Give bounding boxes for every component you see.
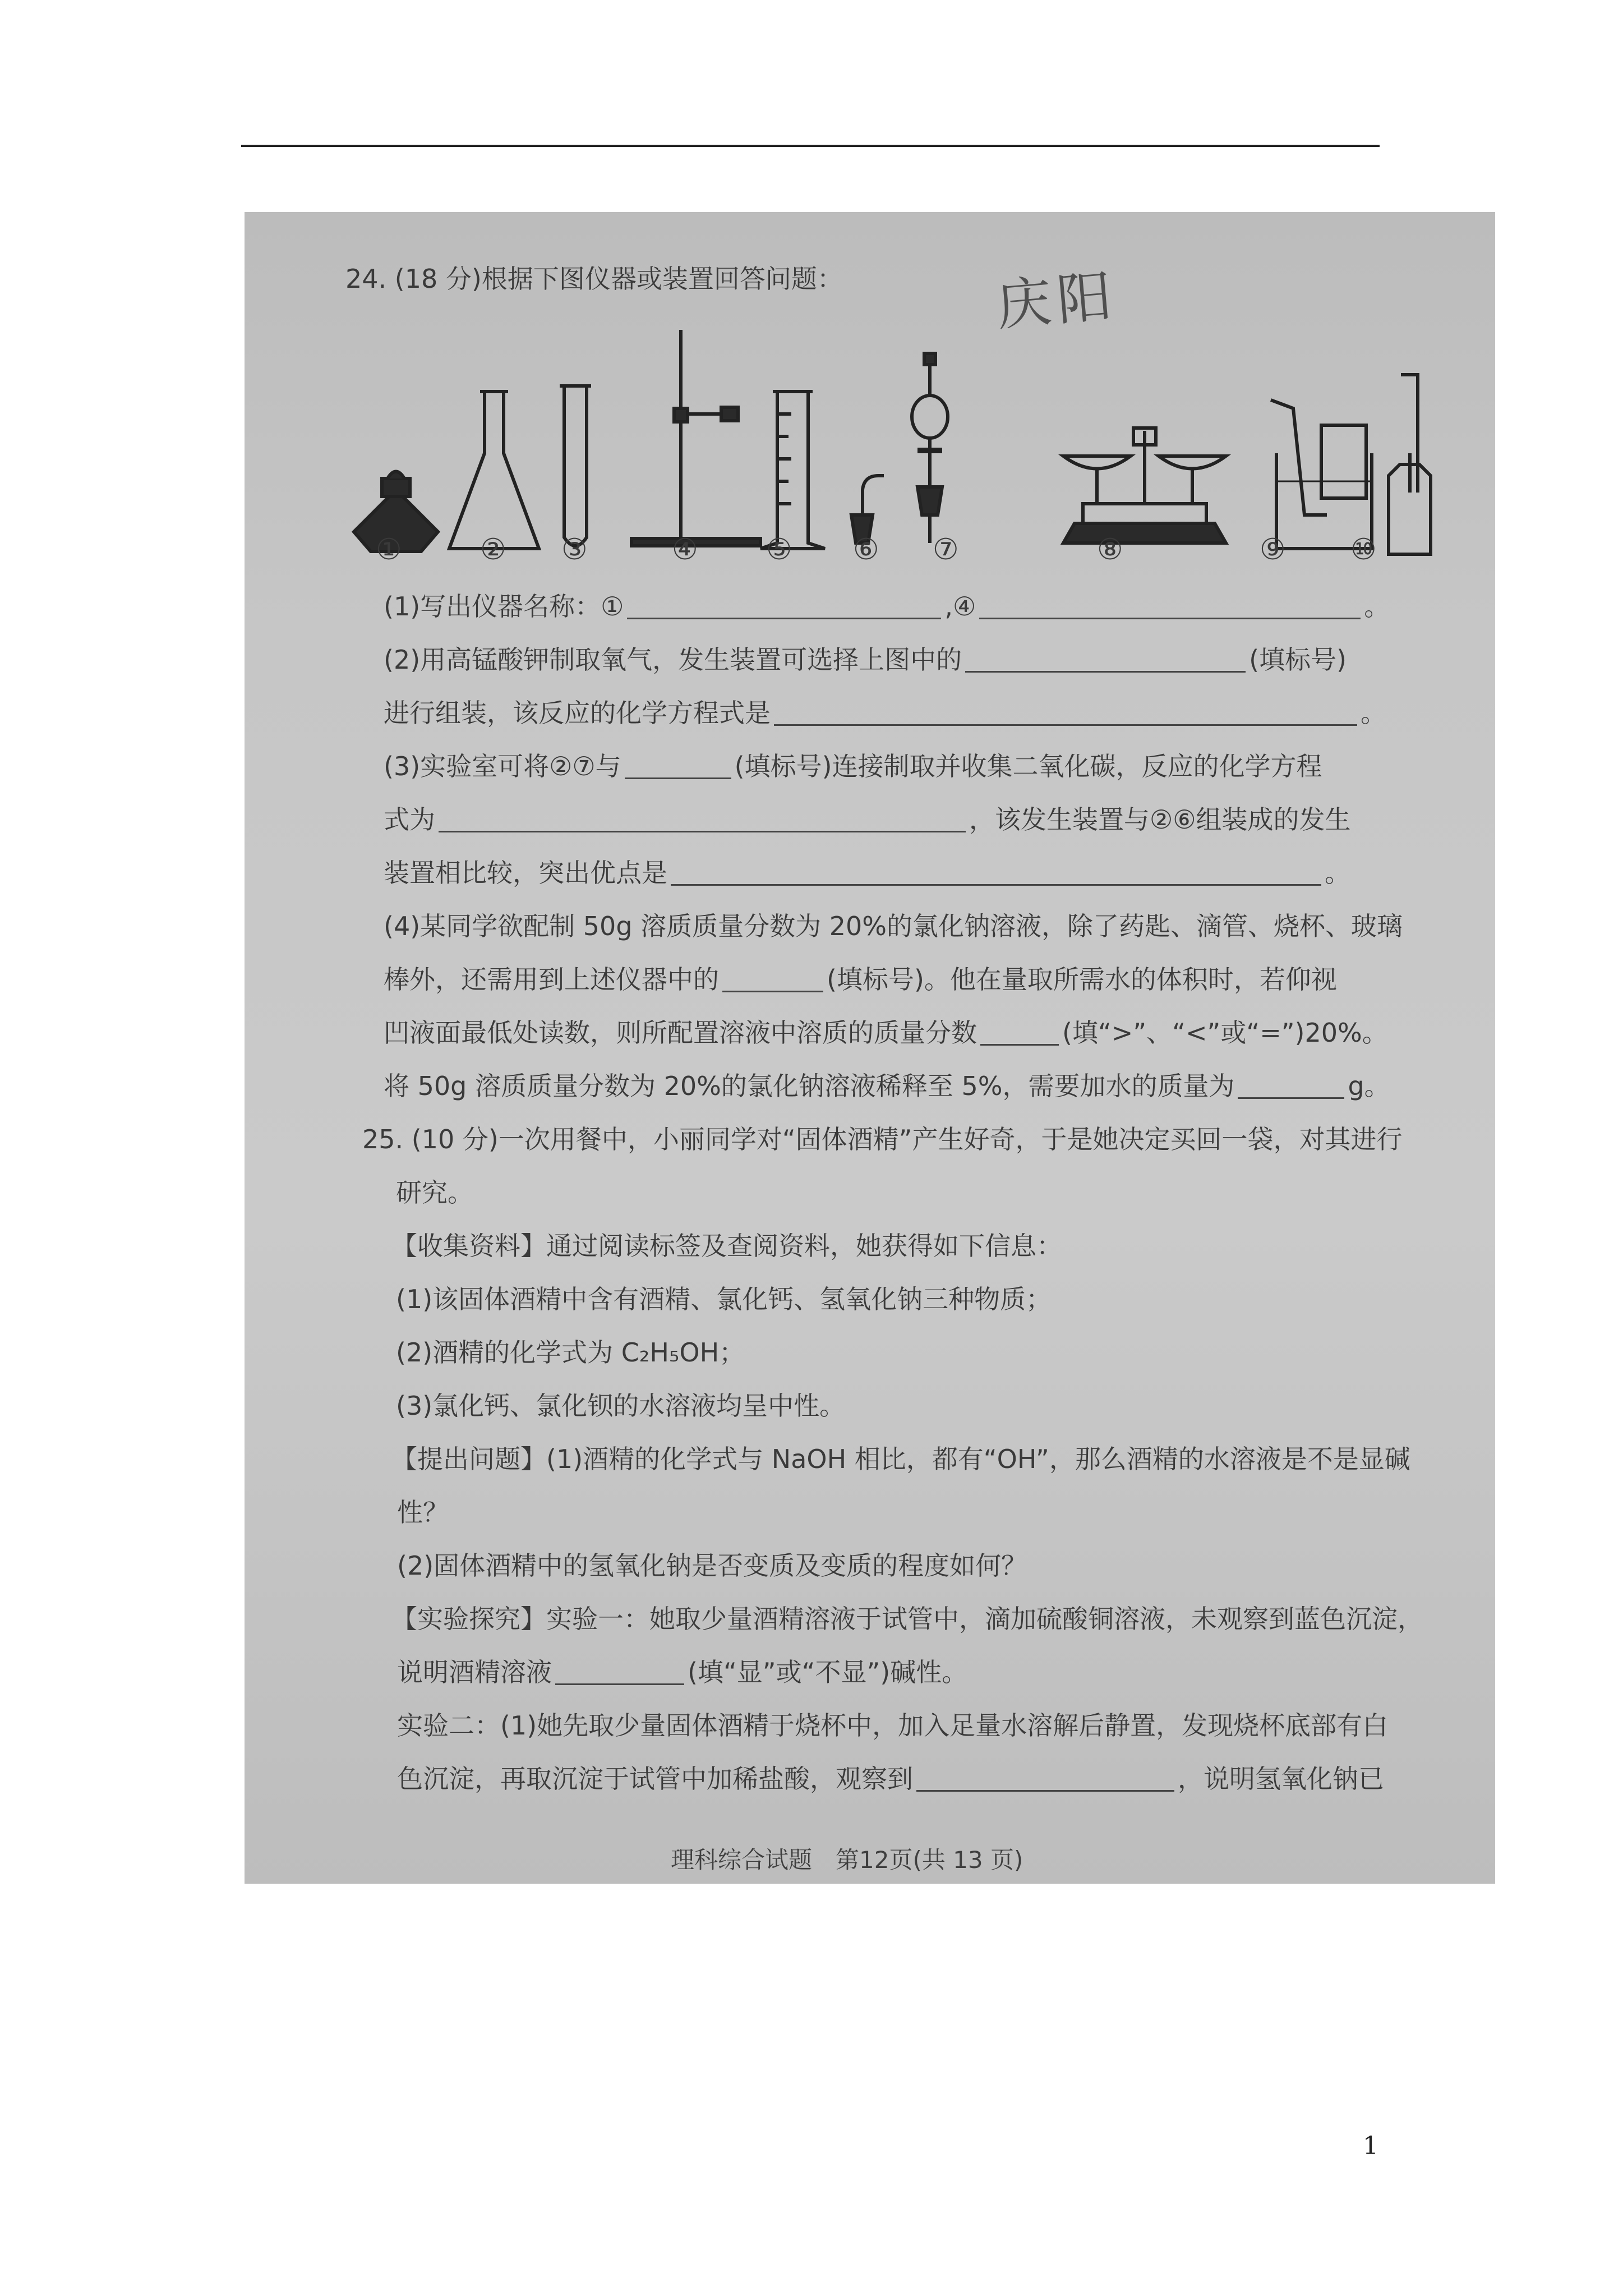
scanned-exam-photo — [245, 212, 1495, 1884]
q25-experiment-1-conclusion: 说明酒精溶液 (填“显”或“不显”)碱性。 — [397, 1657, 968, 1687]
handwritten-note: 庆阳 — [994, 264, 1121, 339]
header-rule — [241, 145, 1380, 147]
answer-blank[interactable] — [722, 991, 823, 992]
apparatus-number-10: ⑩ — [1350, 533, 1377, 567]
q24-part3-advantage: 装置相比较，突出优点是 。 — [384, 858, 1350, 888]
apparatus-figure — [317, 307, 1439, 622]
apparatus-number-9: ⑨ — [1260, 533, 1286, 567]
apparatus-number-5: ⑤ — [766, 533, 792, 567]
page-number: 1 — [1363, 2132, 1378, 2160]
q24-part4: (4)某同学欲配制 50g 溶质质量分数为 20%的氯化钠溶液，除了药匙、滴管、烧杯、玻璃 — [384, 911, 1403, 941]
separatory-funnel-icon — [912, 353, 948, 543]
scan-page-footer: 理科综合试题 第12页(共 13 页) — [671, 1846, 1023, 1874]
answer-blank[interactable] — [916, 1790, 1174, 1792]
water-trough-icon — [1271, 400, 1372, 549]
answer-blank[interactable] — [555, 1683, 684, 1685]
q24-part2-equation: 进行组装，该反应的化学方程式是 。 — [384, 698, 1386, 728]
conical-flask-icon — [449, 392, 539, 549]
apparatus-number-6: ⑥ — [853, 533, 879, 567]
apparatus-number-3: ③ — [561, 533, 588, 567]
answer-blank[interactable] — [439, 831, 966, 832]
answer-blank[interactable] — [965, 671, 1246, 673]
q24-part3: (3)实验室可将②⑦与 (填标号)连接制取并收集二氧化碳，反应的化学方程 — [384, 751, 1322, 781]
q24-part4-dilution: 将 50g 溶质质量分数为 20%的氯化钠溶液稀释至 5%，需要加水的质量为 g。 — [384, 1071, 1390, 1101]
q24-part3-equation: 式为 ，该发生装置与②⑥组装成的发生 — [384, 804, 1351, 835]
answer-blank[interactable] — [774, 724, 1357, 726]
q25-experiment-2: 实验二：(1)她先取少量固体酒精于烧杯中，加入足量水溶解后静置，发现烧杯底部有白 — [397, 1710, 1389, 1741]
answer-blank[interactable] — [980, 1044, 1059, 1046]
answer-blank[interactable] — [979, 618, 1361, 619]
answer-blank[interactable] — [1238, 1097, 1344, 1099]
answer-blank[interactable] — [625, 777, 731, 779]
q25-question-1: 【提出问题】(1)酒精的化学式与 NaOH 相比，都有“OH”，那么酒精的水溶液是不是显碱 — [391, 1444, 1410, 1474]
apparatus-number-2: ② — [480, 533, 506, 567]
answer-blank[interactable] — [671, 884, 1321, 886]
iron-stand-icon — [631, 330, 760, 546]
q24-part2: (2)用高锰酸钾制取氧气，发生装置可选择上图中的 (填标号) — [384, 645, 1347, 675]
q25-info-1: (1)该固体酒精中含有酒精、氯化钙、氢氧化钠三种物质； — [396, 1284, 1052, 1314]
q25-question-2: (2)固体酒精中的氢氧化钠是否变质及变质的程度如何？ — [397, 1550, 1027, 1581]
q25-info-3: (3)氯化钙、氯化钡的水溶液均呈中性。 — [396, 1391, 846, 1421]
answer-blank[interactable] — [627, 618, 941, 619]
q24-heading: 24. (18 分)根据下图仪器或装置回答问题： — [345, 264, 843, 294]
apparatus-number-4: ④ — [672, 533, 698, 567]
q25-question-1-cont: 性？ — [397, 1497, 449, 1527]
q25-heading-cont: 研究。 — [396, 1177, 473, 1208]
q24-part1: (1)写出仪器名称：① ,④ 。 — [384, 591, 1390, 622]
gas-bottle-icon — [1389, 375, 1431, 554]
q24-part4-instruments: 棒外，还需用到上述仪器中的 (填标号)。他在量取所需水的体积时，若仰视 — [384, 964, 1337, 995]
q25-collect-info: 【收集资料】通过阅读标签及查阅资料，她获得如下信息： — [391, 1231, 1062, 1261]
apparatus-number-7: ⑦ — [933, 533, 959, 567]
q25-experiment-2-observation: 色沉淀，再取沉淀于试管中加稀盐酸，观察到 ，说明氢氧化钠已 — [397, 1764, 1384, 1794]
balance-scale-icon — [1063, 428, 1226, 543]
test-tube-icon — [560, 386, 591, 546]
q24-part4-comparison: 凹液面最低处读数，则所配置溶液中溶质的质量分数 (填“>”、“<”或“=”)20%。 — [384, 1018, 1388, 1048]
q25-info-2: (2)酒精的化学式为 C₂H₅OH； — [396, 1337, 745, 1368]
apparatus-number-1: ① — [376, 533, 402, 567]
apparatus-number-8: ⑧ — [1097, 533, 1123, 567]
q25-experiment-1: 【实验探究】实验一：她取少量酒精溶液于试管中，滴加硫酸铜溶液，未观察到蓝色沉淀， — [391, 1604, 1423, 1634]
q25-heading: 25. (10 分)一次用餐中，小丽同学对“固体酒精”产生好奇，于是她决定买回一袋，对其进行 — [362, 1124, 1403, 1154]
graduated-cylinder-icon — [760, 392, 825, 549]
